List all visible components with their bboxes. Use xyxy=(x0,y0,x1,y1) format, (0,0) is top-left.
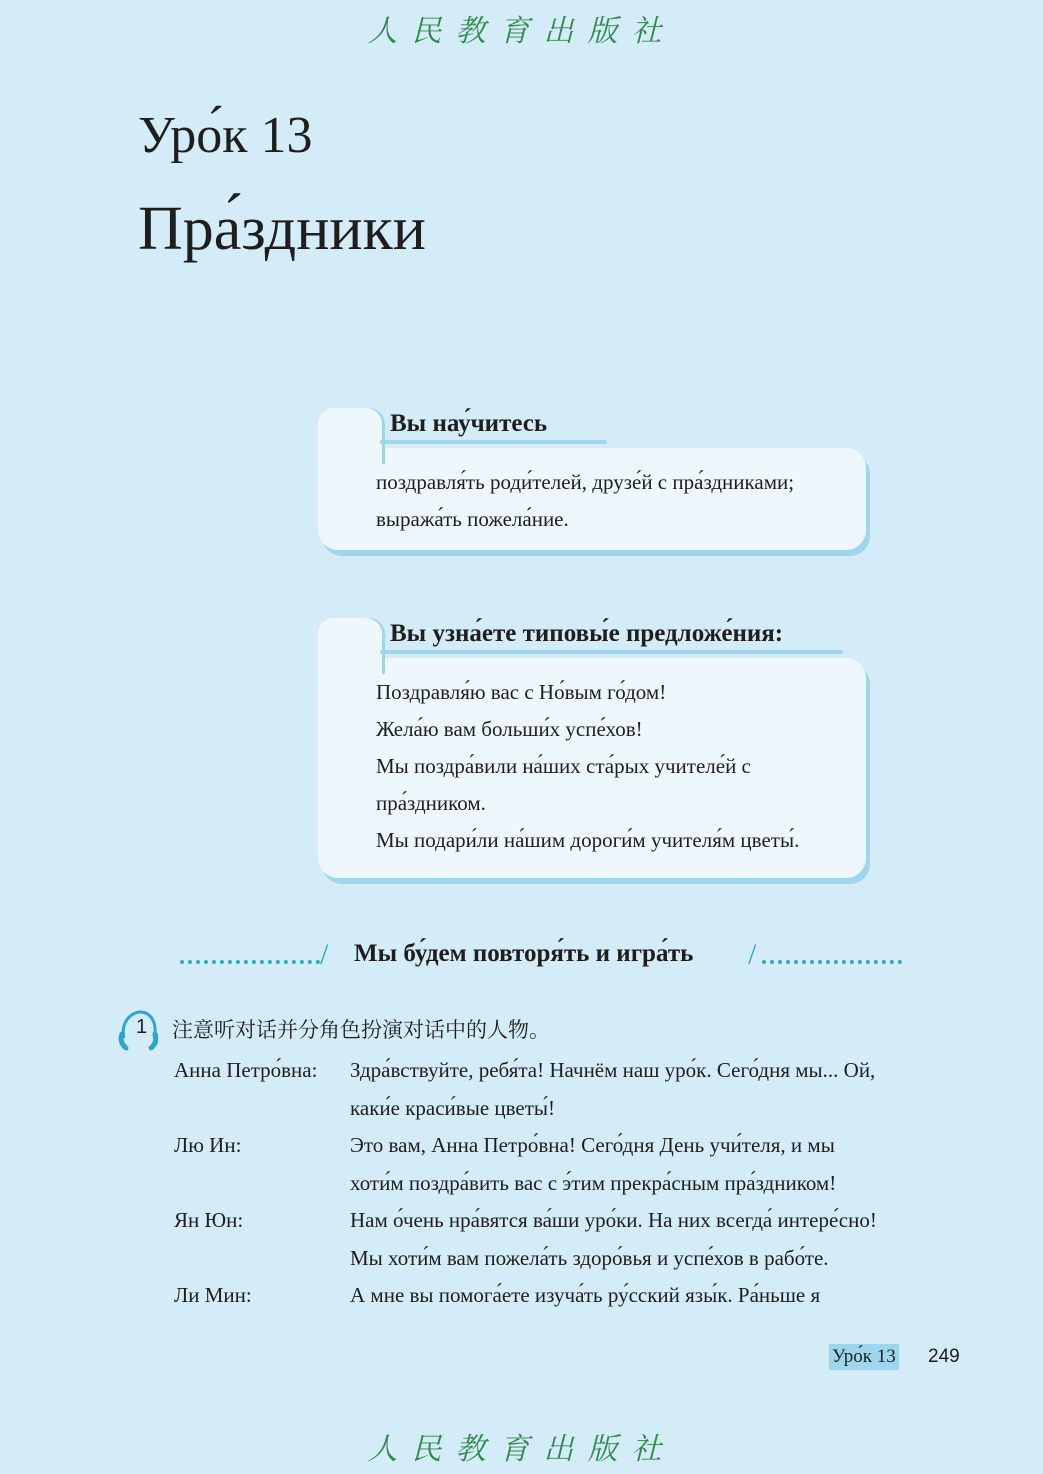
phrase-line: Мы подари́ли на́шим дороги́м учителя́м цветы́. xyxy=(376,828,800,852)
dialog-row xyxy=(174,1202,952,1277)
speech-line: хоти́м поздра́вить вас с э́тим прекра́сным пра́здником! xyxy=(350,1170,837,1195)
speech-line: Это вам, Анна Петро́вна! Сего́дня День учи́теля, и мы xyxy=(350,1133,835,1157)
learn-card-body xyxy=(318,448,866,556)
speech xyxy=(350,1052,952,1127)
slash-left: / xyxy=(320,938,329,971)
phrase-line: Мы поздра́вили на́ших ста́рых учителе́й с xyxy=(376,754,751,778)
dialog-row xyxy=(174,1052,952,1127)
learn-card-heading: Вы нау́читесь xyxy=(390,410,548,437)
section-title: Мы бу́дем повторя́ть и игра́ть xyxy=(354,940,694,967)
phrase-line: пра́здником. xyxy=(376,791,486,815)
slash-right: / xyxy=(748,938,757,971)
section-header xyxy=(180,936,902,976)
speech-line: каки́е краси́вые цветы́! xyxy=(350,1095,556,1120)
speech-line: Нам о́чень нра́вятся ва́ши уро́ки. На них всегда́ интере́сно! xyxy=(350,1208,877,1232)
speech-line: Здра́вствуйте, ребя́та! Начнём наш уро́к. Сего́дня мы... Ой, xyxy=(350,1058,876,1082)
phrase-line: Жела́ю вам больши́х успе́хов! xyxy=(376,717,643,741)
learn-line: поздравля́ть роди́телей, друзе́й с пра́здниками; xyxy=(376,470,795,494)
speaker: Ли Мин: xyxy=(174,1283,252,1307)
speech xyxy=(350,1202,952,1277)
lesson-title: Пра́здники xyxy=(138,195,426,263)
task-number: 1 xyxy=(136,1016,148,1038)
learn-card xyxy=(318,410,866,550)
speech-line: А мне вы помога́ете изуча́ть ру́сский язы́к. Ра́ньше я xyxy=(350,1283,821,1307)
dialog-row xyxy=(174,1277,952,1315)
speaker: Лю Ин: xyxy=(174,1133,242,1157)
dialog-row xyxy=(174,1127,952,1202)
speech xyxy=(350,1277,952,1315)
dotted-line-left xyxy=(180,960,320,964)
phrases-card-heading: Вы узна́ете типовы́е предложе́ния: xyxy=(390,620,784,647)
page-number: 249 xyxy=(928,1346,960,1367)
task-instruction: 注意听对话并分角色扮演对话中的人物。 xyxy=(172,1018,550,1042)
publisher-logo-bottom: 人民教育出版社 xyxy=(367,1432,676,1467)
speaker: Ян Юн: xyxy=(174,1208,244,1232)
learn-line: выража́ть пожела́ние. xyxy=(376,507,569,531)
phrases-card-body xyxy=(318,658,866,877)
dialog xyxy=(174,1052,952,1315)
speech-line: Мы хоти́м вам пожела́ть здоро́вья и успе́хов в рабо́те. xyxy=(350,1245,829,1270)
publisher-logo-top: 人民教育出版社 xyxy=(367,14,676,49)
speech xyxy=(350,1127,952,1202)
speaker: Анна Петро́вна: xyxy=(174,1058,318,1082)
phrase-line: Поздравля́ю вас с Но́вым го́дом! xyxy=(376,680,667,704)
dotted-line-right xyxy=(762,960,902,964)
phrases-card xyxy=(318,620,866,878)
lesson-number: Уро́к 13 xyxy=(138,107,313,164)
footer-lesson-tag: Уро́к 13 xyxy=(829,1344,899,1370)
